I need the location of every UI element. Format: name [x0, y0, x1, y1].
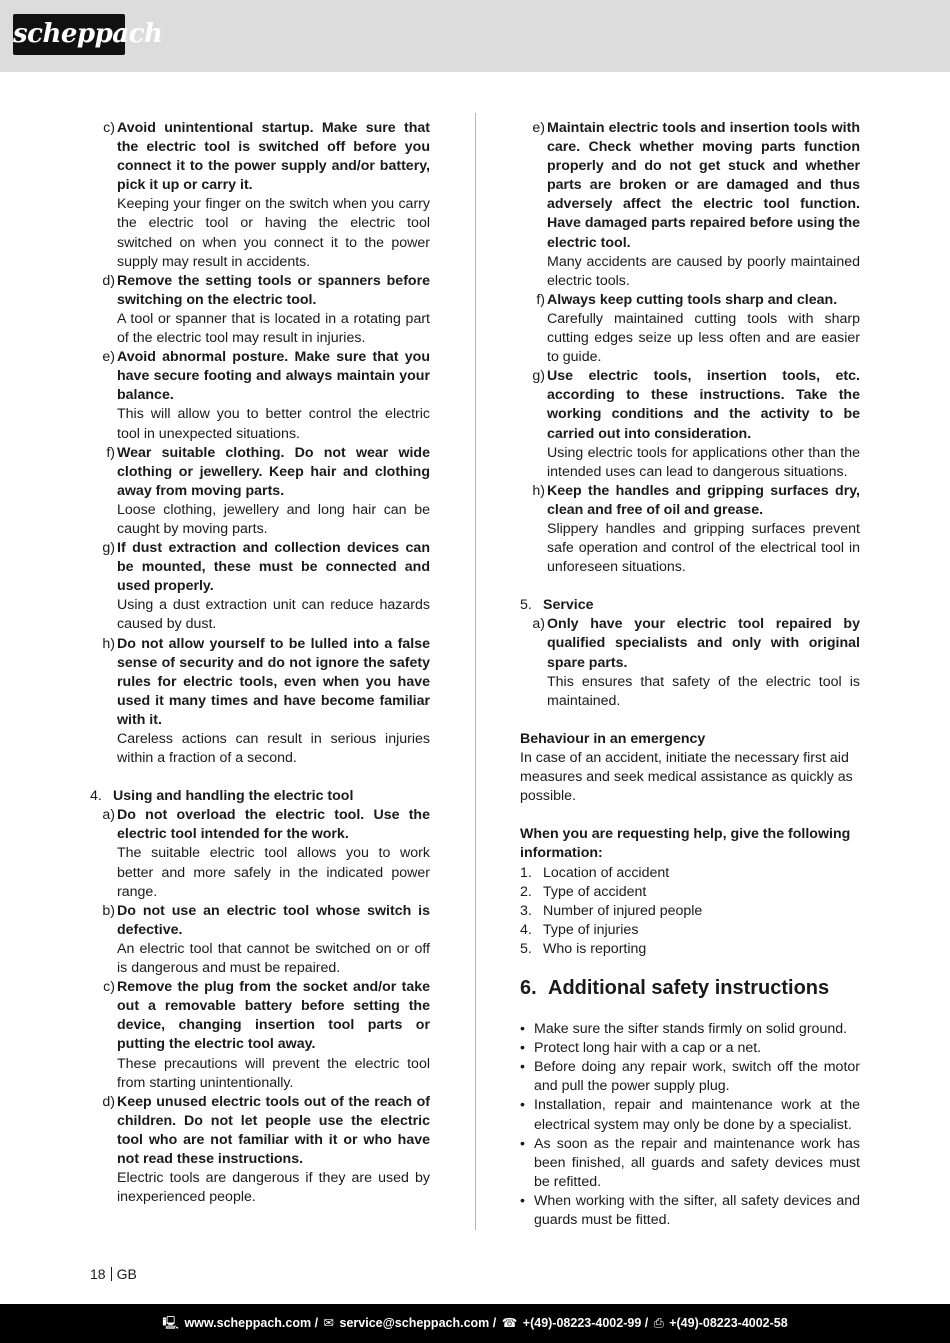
item-label: h) [532, 482, 545, 499]
list-number: 1. [520, 864, 532, 881]
list-item [90, 119, 430, 272]
list-item [90, 444, 430, 539]
list-item [520, 883, 860, 902]
item-explanation: Using electric tools for applications other than the intended uses can lead to dangerous situations. [547, 444, 860, 480]
item-lead: Use electric tools, insertion tools, etc. according to these instructions. Take the working conditions and the activity to be carried out into consideration. [547, 368, 860, 442]
help-list [520, 864, 860, 959]
email-link[interactable]: service@scheppach.com / [339, 1316, 497, 1330]
item-explanation: Electric tools are dangerous if they are used by inexperienced people. [117, 1170, 430, 1206]
list-item [90, 978, 430, 1093]
bullet-text: As soon as the repair and maintenance work has been finished, all guards and safety devices must be refitted. [534, 1135, 860, 1190]
left-column [90, 119, 430, 1207]
list-item [520, 482, 860, 577]
list-item [520, 921, 860, 940]
emergency-heading: Behaviour in an emergency [520, 730, 706, 747]
item-label: h) [102, 635, 115, 652]
item-explanation: Carefully maintained cutting tools with sharp cutting edges seize up less often and are easier to guide. [547, 310, 860, 366]
page-footer [0, 1304, 950, 1343]
list-text: Location of accident [543, 864, 670, 881]
help-heading: When you are requesting help, give the following information: [520, 826, 851, 862]
column-divider [475, 113, 476, 1230]
list-number: 3. [520, 902, 532, 919]
item-explanation: Loose clothing, jewellery and long hair can be caught by moving parts. [117, 501, 430, 537]
item-explanation: Many accidents are caused by poorly maintained electric tools. [547, 253, 860, 289]
list-text: Who is reporting [543, 940, 647, 957]
item-lead: Do not overload the electric tool. Use the electric tool intended for the work. [117, 807, 430, 843]
item-lead: Remove the setting tools or spanners before switching on the electric tool. [117, 272, 430, 308]
list-text: Type of injuries [543, 921, 639, 938]
bullet-item: • Protect long hair with a cap or a net. [520, 1040, 762, 1057]
section-number: 4. [90, 788, 102, 805]
item-label: b) [102, 902, 115, 919]
item-lead: Only have your electric tool repaired by qualified specialists and only with original spare parts. [547, 616, 860, 671]
item-label: g) [102, 540, 115, 557]
bullet-item: • Make sure the sifter stands firmly on solid ground. [520, 1021, 848, 1038]
item-explanation: Using a dust extraction unit can reduce hazards caused by dust. [117, 597, 430, 633]
list-item [520, 615, 860, 710]
page-number [90, 1265, 137, 1283]
item-label: c) [103, 120, 115, 136]
list-item [90, 539, 430, 634]
list-item [90, 1093, 430, 1208]
section-6-heading [520, 975, 860, 1001]
list-item [520, 367, 860, 482]
phone-icon: ☎ [501, 1316, 518, 1330]
list-item [90, 635, 430, 769]
page-header [0, 0, 950, 72]
list-item [90, 806, 430, 901]
item-explanation: This ensures that safety of the electric tool is maintained. [547, 673, 860, 709]
fax-number: +(49)-08223-4002-58 [669, 1316, 788, 1330]
list-number: 2. [520, 883, 532, 900]
bullet-item: • As soon as the repair and maintenance work has been finished, all guards and safety devices must be refitted. [520, 1135, 860, 1190]
section-number: 5. [520, 597, 532, 614]
item-lead: Keep the handles and gripping surfaces dry, clean and free of oil and grease. [547, 482, 860, 518]
list-number: 4. [520, 921, 532, 938]
emergency-text: In case of an accident, initiate the necessary first aid measures and seek medical assistance as quickly as possible. [520, 750, 853, 805]
email-icon: ✉ [323, 1316, 335, 1330]
list-number: 5. [520, 940, 532, 957]
section-heading [90, 787, 430, 806]
item-explanation: This will allow you to better control the electric tool in unexpected situations. [117, 406, 430, 442]
list-item [520, 902, 860, 921]
item-label: f) [106, 444, 115, 461]
item-explanation: Careless actions can result in serious injuries within a fraction of a second. [117, 731, 430, 767]
section-title: Service [543, 597, 594, 614]
phone-number: +(49)-08223-4002-99 / [522, 1316, 649, 1330]
item-explanation: A tool or spanner that is located in a rotating part of the electric tool may result in injuries. [117, 310, 430, 347]
item-lead: Avoid unintentional startup. Make sure that the electric tool is switched off before you connect it to the power supply and/or battery, pick it up or carry it. [117, 120, 430, 194]
bullet-text: Installation, repair and maintenance work at the electrical system may only be done by a specialist. [534, 1097, 860, 1133]
item-lead: Maintain electric tools and insertion tools with care. Check whether moving parts function properly and do not get stuck and whether parts are broken or are damaged and thus adversely affect the electric tool function. Have damaged parts repaired before using the electric tool. [547, 120, 861, 251]
list-item [520, 940, 860, 959]
bullet-item: • When working with the sifter, all safety devices and guards must be fitted. [520, 1192, 860, 1228]
item-lead: Do not allow yourself to be lulled into a false sense of security and do not ignore the safety rules for electric tools, even when you have used it many times and have become familiar with it. [117, 635, 430, 728]
item-lead: Keep unused electric tools out of the reach of children. Do not let people use the electric tool who are not familiar with it or who have not read these instructions. [117, 1093, 430, 1167]
list-item [90, 272, 430, 348]
item-lead: Do not use an electric tool whose switch is defective. [117, 902, 430, 938]
bullet-text: When working with the sifter, all safety devices and guards must be fitted. [534, 1192, 860, 1228]
page-language: GB [116, 1266, 137, 1282]
item-label: a) [532, 616, 545, 633]
item-lead: Remove the plug from the socket and/or take out a removable battery before setting the device, changing insertion tool parts or putting the electric tool away. [117, 979, 430, 1053]
list-item [90, 348, 430, 443]
bullet-item: • Installation, repair and maintenance work at the electrical system may only be done by a specialist. [520, 1097, 860, 1133]
list-text: Type of accident [543, 883, 647, 900]
right-column [520, 119, 860, 1230]
list-item [520, 291, 860, 367]
item-explanation: An electric tool that cannot be switched on or off is dangerous and must be repaired. [117, 940, 430, 977]
item-label: c) [103, 979, 115, 996]
fax-icon: ⎙ [653, 1316, 664, 1330]
list-item [90, 902, 430, 978]
item-lead: Wear suitable clothing. Do not wear wide clothing or jewellery. Keep hair and clothing away from moving parts. [117, 444, 430, 499]
bullet-text: Protect long hair with a cap or a net. [534, 1040, 762, 1057]
page-number-value: 18 [90, 1266, 106, 1282]
item-lead: Avoid abnormal posture. Make sure that you have secure footing and always maintain your balance. [117, 349, 430, 404]
bullet-text: Before doing any repair work, switch off the motor and pull the power supply plug. [534, 1059, 860, 1095]
item-lead: Always keep cutting tools sharp and clean. [547, 291, 838, 308]
website-link[interactable]: www.scheppach.com / [184, 1316, 319, 1330]
list-item [520, 119, 860, 291]
item-label: e) [532, 120, 545, 136]
item-label: g) [532, 368, 545, 385]
item-label: d) [102, 272, 115, 289]
item-label: e) [102, 349, 115, 366]
section-heading [520, 596, 860, 615]
list-item [520, 864, 860, 883]
item-label: f) [536, 291, 545, 308]
computer-icon: 🖳 [162, 1316, 179, 1330]
bullet-text: Make sure the sifter stands firmly on solid ground. [534, 1021, 848, 1038]
section-title: Additional safety instructions [548, 977, 830, 1000]
item-explanation: The suitable electric tool allows you to work better and more safely in the indicated power range. [117, 845, 430, 900]
section-title: Using and handling the electric tool [113, 788, 354, 805]
item-lead: If dust extraction and collection devices can be mounted, these must be connected and used properly. [117, 540, 430, 595]
bullet-item: • Before doing any repair work, switch off the motor and pull the power supply plug. [520, 1059, 860, 1095]
list-text: Number of injured people [543, 902, 703, 919]
item-explanation: Slippery handles and gripping surfaces prevent safe operation and control of the electrical tool in unforeseen situations. [547, 520, 860, 576]
item-label: d) [102, 1093, 115, 1110]
item-explanation: These precautions will prevent the electric tool from starting unintentionally. [117, 1055, 430, 1091]
item-explanation: Keeping your finger on the switch when you carry the electric tool or having the electric tool switched on when you connect it to the power supply may result in accidents. [117, 196, 430, 270]
section-number: 6. [520, 977, 537, 1000]
item-label: a) [102, 807, 115, 824]
brand-logo: scheppach [13, 14, 125, 55]
